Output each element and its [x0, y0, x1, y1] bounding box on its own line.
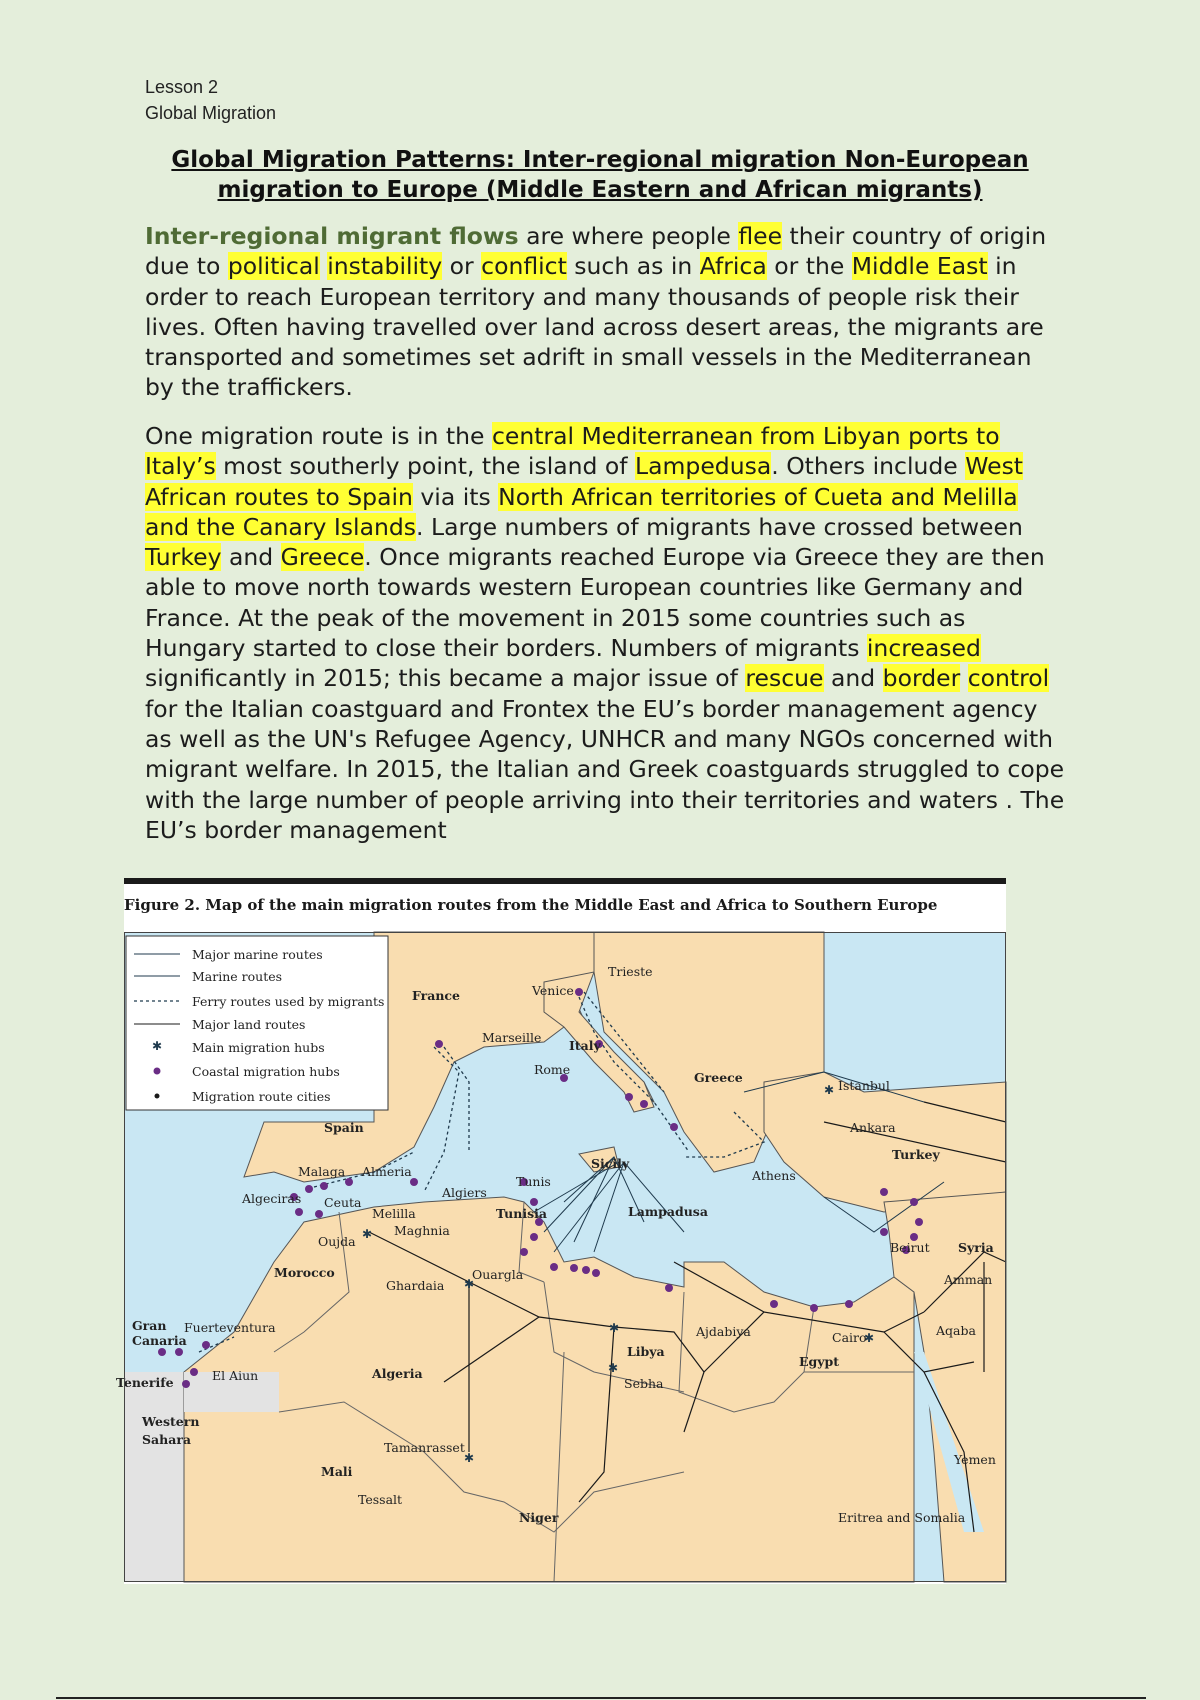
highlight: Turkey — [145, 543, 222, 572]
label-sahara: Sahara — [142, 1432, 191, 1447]
coastal-hub — [582, 1266, 590, 1274]
main-hub-icon: ✱ — [464, 1451, 475, 1465]
label-tunis: Tunis — [516, 1174, 551, 1189]
text-run: such as in — [566, 252, 700, 281]
label-algeria: Algeria — [372, 1366, 423, 1381]
highlight: increased — [866, 634, 981, 663]
legend-swatch-main-hub: ✱ — [152, 1039, 163, 1053]
legend-label: Coastal migration hubs — [192, 1064, 340, 1079]
label-cairo: Cairo — [832, 1330, 867, 1345]
legend-label: Major land routes — [192, 1017, 306, 1032]
label-greece: Greece — [694, 1070, 743, 1085]
coastal-hub — [665, 1284, 673, 1292]
text-run: their country of origin due to — [145, 222, 1047, 281]
label-lampedusa: Lampadusa — [628, 1204, 708, 1219]
main-hub-icon: ✱ — [608, 1361, 619, 1375]
label-eritrea: Eritrea and Somalia — [838, 1510, 966, 1525]
label-algeciras: Algeciras — [242, 1191, 302, 1206]
legend-label: Major marine routes — [192, 947, 323, 962]
legend-swatch-city — [155, 1094, 160, 1099]
highlight: West African routes to Spain — [145, 452, 1024, 511]
highlight: border — [882, 664, 961, 693]
coastal-hub — [670, 1123, 678, 1131]
text-run: for the Italian coastguard and Frontex the EU’s border management agency as well as the UN's Refugee Agency, UNHCR and many NGOs concerned with migrant welfare. In 2015, the Italian and Greek coastguards struggled to cope with the large number of people arriving into their territories and waters . The EU’s border management — [145, 694, 1065, 844]
main-hub-icon: ✱ — [864, 1331, 875, 1345]
title-line-1: Global Migration Patterns: Inter-regional migration Non-European — [171, 147, 1029, 173]
coastal-hub — [202, 1341, 210, 1349]
map-legend — [126, 936, 388, 1110]
coastal-hub — [410, 1178, 418, 1186]
text-run: One migration route is in the — [145, 422, 492, 450]
text-run: . Once migrants reached Europe via Greece they are then able to move north towards western European countries like Germany and France. At the peak of the movement in 2015 some countries such as Hungary started to close their borders. Numbers of migrants — [145, 543, 1045, 663]
highlight: instability — [327, 252, 443, 281]
highlight: Middle East — [851, 252, 988, 281]
coastal-hub — [770, 1300, 778, 1308]
label-turkey: Turkey — [892, 1147, 940, 1162]
coastal-hub — [530, 1198, 538, 1206]
label-istanbul: Istanbul — [838, 1078, 890, 1093]
label-almeria: Almeria — [362, 1164, 412, 1179]
text-run: via its — [412, 482, 499, 511]
text-run: in order to reach European territory and many thousands of people risk their lives. Often having travelled over land across desert areas, the migrants are transported and sometimes set adrift in small vessels in the Mediterranean by the traffickers. — [145, 252, 1044, 402]
label-amman: Amman — [944, 1272, 993, 1287]
label-ajdabiya: Ajdabiya — [696, 1324, 751, 1339]
key-term: Inter-regional migrant flows — [145, 222, 519, 250]
text-run: significantly in 2015; this became a major issue of — [145, 664, 746, 693]
coastal-hub — [592, 1269, 600, 1277]
label-maghnia: Maghnia — [394, 1223, 450, 1238]
label-venice: Venice — [532, 983, 574, 998]
document-header — [145, 74, 276, 126]
label-france: France — [412, 988, 460, 1003]
label-tamanrasset: Tamanrasset — [384, 1440, 465, 1455]
paragraph-2 — [145, 421, 1065, 845]
title-line-2: migration to Europe (Middle Eastern and African migrants) — [217, 177, 983, 203]
label-beirut: Beirut — [890, 1240, 930, 1255]
text-run: most southerly point, the island of — [215, 452, 636, 481]
label-malaga: Malaga — [298, 1164, 346, 1179]
highlight: flee — [738, 222, 783, 250]
coastal-hub — [910, 1198, 918, 1206]
page-title — [145, 145, 1055, 205]
label-ouargla: Ouargla — [472, 1267, 524, 1282]
migration-map-figure — [116, 878, 1006, 1584]
coastal-hub — [880, 1228, 888, 1236]
legend-swatch-coastal-hub — [154, 1068, 161, 1075]
lesson-number: Lesson 2 — [145, 77, 219, 97]
coastal-hub — [315, 1210, 323, 1218]
legend-label: Main migration hubs — [192, 1040, 325, 1055]
coastal-hub — [550, 1263, 558, 1271]
legend-label: Migration route cities — [192, 1089, 331, 1104]
coastal-hub — [575, 988, 583, 996]
text-run: or the — [766, 252, 852, 281]
coastal-hub — [190, 1368, 198, 1376]
migration-map — [116, 932, 1006, 1582]
coastal-hub — [320, 1182, 328, 1190]
highlight: Lampedusa — [635, 452, 772, 481]
text-run: are where people — [518, 222, 739, 250]
coastal-hub — [520, 1248, 528, 1256]
label-niger: Niger — [519, 1510, 559, 1525]
highlight: central Mediterranean from Libyan ports to Italy’s — [145, 422, 1000, 481]
figure-caption: Figure 2. Map of the main migration routes from the Middle East and Africa to Southern Europe — [124, 896, 938, 914]
label-trieste: Trieste — [608, 964, 653, 979]
label-fuerteventura: Fuerteventura — [184, 1320, 276, 1335]
coastal-hub — [530, 1233, 538, 1241]
label-libya: Libya — [627, 1344, 665, 1359]
label-western: Western — [142, 1414, 200, 1429]
highlight: North African territories of Cueta and Melilla and the Canary Islands — [145, 482, 1018, 541]
label-tenerife: Tenerife — [116, 1375, 174, 1390]
coastal-hub — [570, 1264, 578, 1272]
label-italy: Italy — [569, 1038, 601, 1053]
label-tunisia: Tunisia — [496, 1206, 547, 1221]
text-run: . Others include — [771, 452, 966, 481]
label-yemen: Yemen — [954, 1452, 996, 1467]
highlight: rescue — [745, 664, 824, 693]
coastal-hub — [625, 1093, 633, 1101]
highlight: Greece — [280, 543, 365, 572]
coastal-hub — [880, 1188, 888, 1196]
label-egypt: Egypt — [799, 1354, 840, 1369]
figure-top-rule — [124, 878, 1006, 884]
main-hub-icon: ✱ — [464, 1277, 475, 1291]
highlight: conflict — [481, 252, 567, 281]
label-ceuta: Ceuta — [324, 1195, 362, 1210]
atlantic-land — [124, 1372, 184, 1582]
label-ankara: Ankara — [850, 1120, 896, 1135]
label-aqaba: Aqaba — [936, 1323, 976, 1338]
label-mali: Mali — [321, 1464, 353, 1479]
label-rome: Rome — [534, 1062, 571, 1077]
main-hub-icon: ✱ — [824, 1083, 835, 1097]
text-run — [960, 664, 967, 692]
label-algiers: Algiers — [442, 1185, 487, 1200]
coastal-hub — [182, 1380, 190, 1388]
label-syria: Syria — [958, 1240, 994, 1255]
highlight: Africa — [699, 252, 767, 281]
paragraph-1 — [145, 221, 1065, 403]
label-sebha: Sebha — [624, 1376, 664, 1391]
main-hub-icon: ✱ — [609, 1321, 620, 1335]
lesson-subject: Global Migration — [145, 103, 277, 123]
label-canaria: Canaria — [132, 1333, 187, 1348]
label-spain: Spain — [324, 1120, 364, 1135]
label-morocco: Morocco — [274, 1265, 335, 1280]
highlight: political — [227, 252, 320, 281]
label-marseille: Marseille — [482, 1030, 542, 1045]
coastal-hub — [175, 1348, 183, 1356]
label-tessalit: Tessalt — [358, 1492, 403, 1507]
text-run: and — [221, 543, 281, 572]
label-sicily: Sicily — [591, 1156, 630, 1171]
label-gran: Gran — [132, 1318, 167, 1333]
coastal-hub — [305, 1185, 313, 1193]
coastal-hub — [845, 1300, 853, 1308]
text-run: or — [442, 252, 482, 281]
label-elaiun: El Aiun — [212, 1368, 259, 1383]
label-melilla: Melilla — [372, 1206, 416, 1221]
coastal-hub — [915, 1218, 923, 1226]
footer-rule — [56, 1697, 1146, 1699]
legend-label: Marine routes — [192, 969, 283, 984]
coastal-hub — [345, 1178, 353, 1186]
text-run: and — [823, 664, 883, 693]
coastal-hub — [435, 1040, 443, 1048]
coastal-hub — [158, 1348, 166, 1356]
legend-label: Ferry routes used by migrants — [192, 994, 385, 1009]
coastal-hub — [295, 1208, 303, 1216]
text-run: . Large numbers of migrants have crossed between — [416, 512, 1023, 541]
main-hub-icon: ✱ — [362, 1227, 373, 1241]
label-ghardaia: Ghardaia — [386, 1278, 445, 1293]
coastal-hub — [810, 1304, 818, 1312]
label-athens: Athens — [752, 1168, 796, 1183]
label-oujda: Oujda — [318, 1234, 356, 1249]
highlight: control — [967, 664, 1050, 693]
coastal-hub — [640, 1100, 648, 1108]
